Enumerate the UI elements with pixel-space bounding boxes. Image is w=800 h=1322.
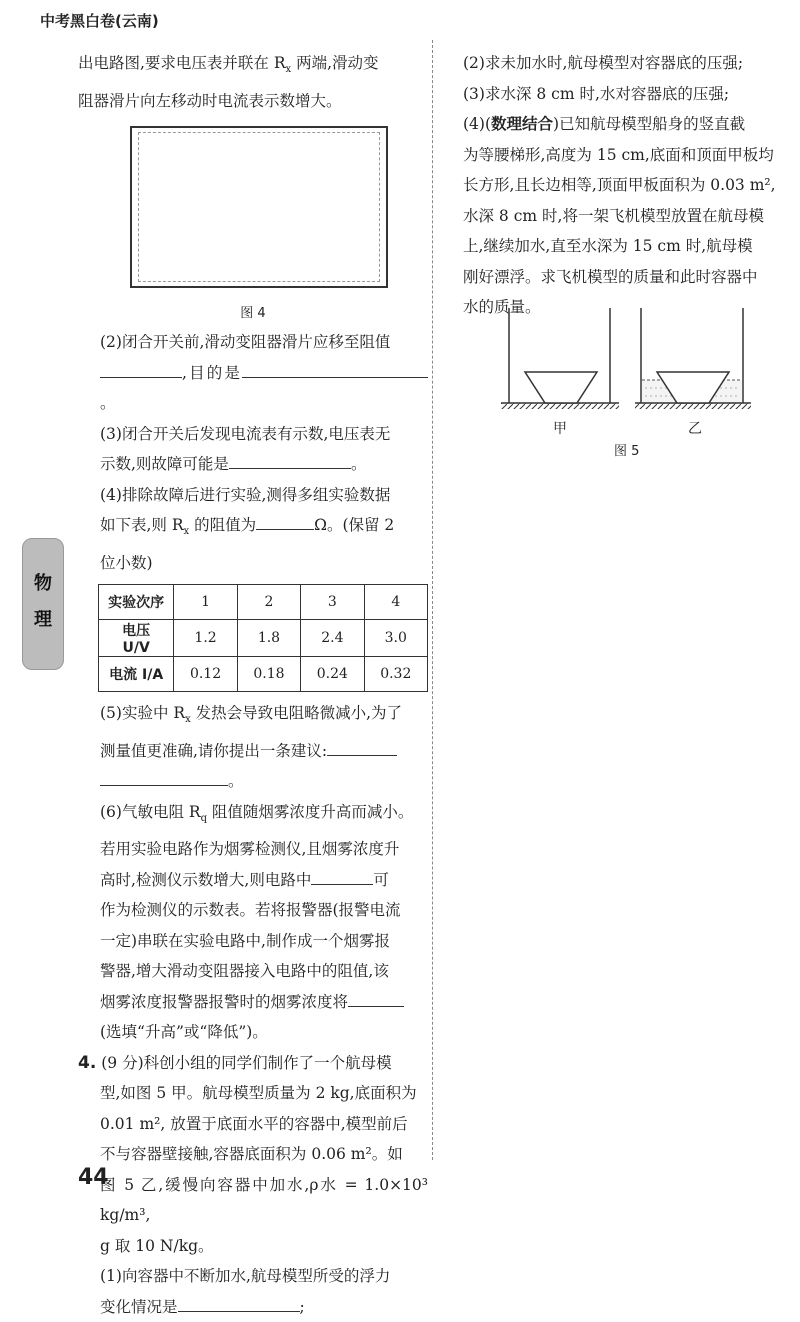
r-q3: (3)求水深 8 cm 时,水对容器底的压强; bbox=[463, 84, 730, 103]
table-cell: 0.18 bbox=[237, 657, 300, 692]
table-header-cell: 电流 I/A bbox=[99, 657, 174, 692]
side-tab-char-2: 理 bbox=[34, 609, 52, 630]
table-cell: 4 bbox=[364, 585, 427, 620]
problem-4-line-4: 不与容器壁接触,容器底面积为 0.06 m²。如 bbox=[100, 1145, 403, 1164]
q6-line-1: (6)气敏电阻 $R_q$ 阻值随烟雾浓度升高而减小。 bbox=[100, 802, 414, 824]
column-divider bbox=[432, 40, 433, 1160]
figure-5-label-b: 乙 bbox=[688, 421, 702, 437]
problem-4-line-2: 型,如图 5 甲。航母模型质量为 2 kg,底面积为 bbox=[100, 1084, 417, 1103]
q3-line-2: 示数,则故障可能是 。 bbox=[100, 455, 367, 474]
r-q4-line-6: 刚好漂浮。求飞机模型的质量和此时容器中 bbox=[463, 267, 758, 286]
table-cell: 0.12 bbox=[174, 657, 237, 692]
q4-line-2: 如下表,则 $R_x$ 的阻值为 Ω。(保留 2 bbox=[100, 516, 395, 538]
container-b bbox=[635, 308, 751, 409]
table-row bbox=[99, 585, 428, 620]
q2-blank-2[interactable] bbox=[242, 363, 428, 378]
figure-4-dashed-area bbox=[138, 132, 380, 282]
r-q4-line-7: 水的质量。 bbox=[463, 298, 541, 316]
experiment-table bbox=[98, 584, 428, 692]
figure-5-label-a: 甲 bbox=[553, 421, 567, 437]
question-number: 4. bbox=[78, 1052, 97, 1073]
problem-4-line-1: 4. (9 分)科创小组的同学们制作了一个航母模 bbox=[78, 1052, 392, 1073]
r-q4-line-1: (4)(数理结合)已知航母模型船身的竖直截 bbox=[463, 115, 746, 133]
q6-line-8: (选填“升高”或“降低”)。 bbox=[100, 1023, 268, 1042]
problem-4-line-6: g 取 10 N/kg。 bbox=[100, 1236, 214, 1255]
side-tab-char-1: 物 bbox=[34, 573, 52, 594]
q3-line-1: (3)闭合开关后发现电流表有示数,电压表无 bbox=[100, 424, 391, 443]
q6-line-4: 作为检测仪的示数表。若将报警器(报警电流 bbox=[100, 901, 401, 920]
problem-4-line-3: 0.01 m², 放置于底面水平的容器中,模型前后 bbox=[100, 1114, 408, 1133]
table-cell: 3.0 bbox=[364, 620, 427, 657]
intro-line-1: 出电路图,要求电压表并联在 $R_x$ 两端,滑动变 bbox=[78, 54, 379, 76]
table-cell: 2 bbox=[237, 585, 300, 620]
table-cell: 0.32 bbox=[364, 657, 427, 692]
table-row bbox=[99, 620, 428, 657]
figure-4-caption: 图 4 bbox=[240, 306, 266, 322]
q2-blank-1[interactable] bbox=[100, 363, 182, 378]
r-q4-line-2: 为等腰梯形,高度为 15 cm,底面和顶面甲板均 bbox=[463, 145, 774, 164]
r-q4-line-4: 水深 8 cm 时,将一架飞机模型放置在航母模 bbox=[463, 206, 764, 225]
table-cell: 0.24 bbox=[301, 657, 364, 692]
table-cell: 1 bbox=[174, 585, 237, 620]
table-header-cell: 实验次序 bbox=[99, 585, 174, 620]
q5-blank-1[interactable] bbox=[327, 741, 397, 756]
p4-q1-blank[interactable] bbox=[178, 1297, 300, 1312]
q3-blank[interactable] bbox=[229, 454, 351, 469]
table-header-cell: 电压 U/V bbox=[99, 620, 174, 657]
q2-line-1: (2)闭合开关前,滑动变阻器滑片应移至阻值 bbox=[100, 333, 391, 352]
q4-line-1: (4)排除故障后进行实验,测得多组实验数据 bbox=[100, 485, 391, 504]
table-cell: 3 bbox=[301, 585, 364, 620]
q6-line-2: 若用实验电路作为烟雾检测仪,且烟雾浓度升 bbox=[100, 840, 400, 859]
q6-line-7: 烟雾浓度报警器报警时的烟雾浓度将 bbox=[78, 987, 428, 1018]
q4-line-3: 位小数) bbox=[100, 553, 153, 572]
table-cell: 2.4 bbox=[301, 620, 364, 657]
carrier-model-a bbox=[525, 372, 597, 403]
q2-line-2: ,目的是。 bbox=[78, 358, 428, 419]
q4-blank[interactable] bbox=[256, 515, 314, 530]
q5-line-2: 测量值更准确,请你提出一条建议: bbox=[78, 736, 428, 767]
figure-5-diagram bbox=[495, 308, 765, 418]
q5-line-1: (5)实验中 $R_x$ 发热会导致电阻略微减小,为了 bbox=[100, 704, 403, 726]
q5-blank-2[interactable] bbox=[100, 771, 228, 786]
figure-4-answer-box[interactable] bbox=[130, 126, 388, 288]
subject-side-tab bbox=[22, 538, 64, 670]
r-q4-line-3: 长方形,且长边相等,顶面甲板面积为 0.03 m², bbox=[463, 176, 776, 194]
problem-4-q1-line-1: (1)向容器中不断加水,航母模型所受的浮力 bbox=[100, 1267, 391, 1286]
right-column bbox=[463, 48, 793, 323]
container-a bbox=[501, 308, 619, 409]
q6-blank-1[interactable] bbox=[311, 870, 373, 885]
r-q4-line-5: 上,继续加水,直至水深为 15 cm 时,航母模 bbox=[463, 237, 753, 255]
problem-4-q1-line-2: 变化情况是 ; bbox=[100, 1297, 305, 1316]
page-number: 44 bbox=[78, 1165, 109, 1190]
table-cell: 1.2 bbox=[174, 620, 237, 657]
r-q2: (2)求未加水时,航母模型对容器底的压强; bbox=[463, 54, 744, 72]
problem-4-line-5: 图 5 乙,缓慢向容器中加水,ρ水 = 1.0×10³ kg/m³, bbox=[100, 1175, 428, 1225]
q5-line-3: 。 bbox=[78, 766, 428, 797]
q6-line-5: 一定)串联在实验电路中,制作成一个烟雾报 bbox=[100, 931, 390, 950]
left-column bbox=[78, 48, 428, 1322]
page-header: 中考黑白卷(云南) bbox=[40, 12, 159, 30]
table-row bbox=[99, 657, 428, 692]
q6-line-3: 高时,检测仪示数增大,则电路中 可 bbox=[100, 870, 389, 889]
table-cell: 1.8 bbox=[237, 620, 300, 657]
figure-5-caption: 图 5 bbox=[614, 444, 640, 459]
q6-line-6: 警器,增大滑动变阻器接入电路中的阻值,该 bbox=[100, 962, 389, 981]
intro-line-2: 阻器滑片向左移动时电流表示数增大。 bbox=[78, 91, 342, 110]
q6-blank-2[interactable] bbox=[348, 992, 404, 1007]
